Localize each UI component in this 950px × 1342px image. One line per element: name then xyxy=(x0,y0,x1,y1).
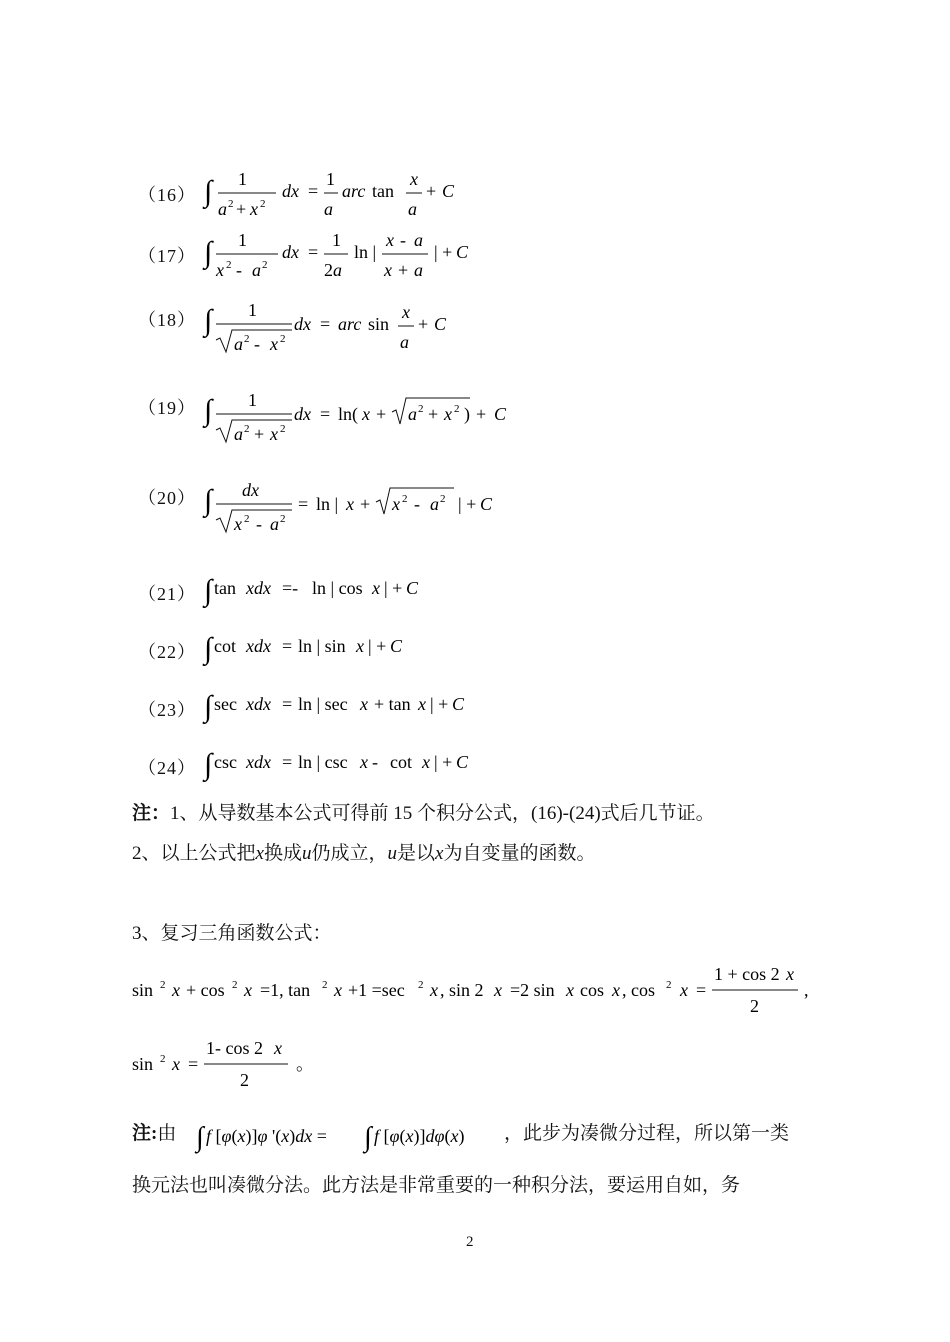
svg-text:2: 2 xyxy=(440,493,446,505)
formula-17-expression xyxy=(200,226,520,282)
svg-text:x: x xyxy=(216,260,224,280)
formula-19-expression xyxy=(200,384,540,448)
svg-text:| +: | + xyxy=(430,694,449,714)
svg-text:dx: dx xyxy=(294,404,311,424)
svg-text:=: = xyxy=(696,980,707,1000)
formula-20-expression xyxy=(200,474,540,538)
svg-text:cos: cos xyxy=(580,980,604,1000)
svg-text:a: a xyxy=(234,424,243,444)
svg-text:a: a xyxy=(270,514,279,534)
note2-prefix: 由 xyxy=(157,1123,177,1144)
formula-label: （19） xyxy=(138,398,196,418)
svg-text:2: 2 xyxy=(160,979,166,991)
svg-text:2: 2 xyxy=(280,423,286,435)
svg-text:-: - xyxy=(254,334,260,354)
svg-text:-: - xyxy=(236,260,242,280)
svg-text:∫: ∫ xyxy=(204,632,213,665)
svg-text:-: - xyxy=(256,514,262,534)
svg-text:C: C xyxy=(480,494,493,514)
svg-text:sin: sin xyxy=(368,314,390,334)
svg-text:2: 2 xyxy=(322,979,328,991)
note1-line2-part: 是以 xyxy=(396,843,435,864)
svg-text:=: = xyxy=(320,314,331,334)
svg-text:ln(: ln( xyxy=(338,404,358,424)
svg-text:a: a xyxy=(408,404,417,424)
svg-text:=: = xyxy=(188,1054,199,1074)
svg-text:x: x xyxy=(386,230,394,250)
var-u: u xyxy=(387,843,397,864)
formula-label: （20） xyxy=(138,488,196,508)
svg-text:x: x xyxy=(346,494,354,514)
svg-text:ln |: ln | xyxy=(316,494,339,514)
note2-line1 xyxy=(132,1120,176,1148)
formula-20 xyxy=(0,470,950,534)
svg-text:。: 。 xyxy=(296,1054,314,1074)
svg-text:a: a xyxy=(400,332,409,352)
svg-text:∫: ∫ xyxy=(204,304,213,337)
svg-text:∫: ∫ xyxy=(196,1122,204,1153)
svg-text:2: 2 xyxy=(244,423,250,435)
svg-text:2: 2 xyxy=(402,493,408,505)
svg-text:x: x xyxy=(422,752,430,772)
svg-text:ln | cos: ln | cos xyxy=(312,578,363,598)
svg-text:dx: dx xyxy=(294,314,311,334)
svg-text:∫: ∫ xyxy=(204,574,213,607)
svg-text:x: x xyxy=(786,964,794,984)
svg-text:2: 2 xyxy=(240,1070,249,1090)
formula-label: （21） xyxy=(138,584,196,604)
svg-text:1- cos 2: 1- cos 2 xyxy=(206,1038,263,1058)
trig-identities-line1 xyxy=(130,960,830,1020)
svg-text:2: 2 xyxy=(228,198,234,210)
note-label: 注： xyxy=(132,803,171,824)
svg-text:+: + xyxy=(428,404,439,424)
svg-text:1: 1 xyxy=(238,230,247,250)
svg-text:cot: cot xyxy=(214,636,236,656)
formula-24-expression xyxy=(200,744,520,788)
svg-text:=: = xyxy=(308,181,319,201)
var-u: u xyxy=(301,843,312,864)
svg-text:2: 2 xyxy=(160,1053,166,1065)
formula-21-expression xyxy=(200,570,500,614)
svg-text:=-: =- xyxy=(282,578,299,598)
svg-text:C: C xyxy=(494,404,507,424)
svg-text:tan: tan xyxy=(372,181,394,201)
svg-text:∫: ∫ xyxy=(364,1122,372,1153)
svg-text:a: a xyxy=(234,334,243,354)
svg-text:tan: tan xyxy=(214,578,236,598)
svg-text:cot: cot xyxy=(390,752,412,772)
svg-text:x: x xyxy=(566,980,574,1000)
svg-text:sin: sin xyxy=(132,1054,154,1074)
svg-text:+: + xyxy=(236,199,247,219)
svg-text:+: + xyxy=(254,424,265,444)
svg-text:C: C xyxy=(406,578,419,598)
svg-text:C: C xyxy=(456,752,469,772)
formula-23 xyxy=(0,686,950,746)
svg-text:x: x xyxy=(244,980,252,1000)
formula-label: （16） xyxy=(138,185,196,205)
note1-text: 1、从导数基本公式可得前 15 个积分公式，(16)-(24)式后几节证。 xyxy=(170,803,715,824)
svg-text:+: + xyxy=(376,404,387,424)
svg-text:ln | sec: ln | sec xyxy=(298,694,348,714)
svg-text:x: x xyxy=(392,494,400,514)
svg-text:x: x xyxy=(334,980,342,1000)
svg-text:arc: arc xyxy=(342,181,366,201)
svg-text:2: 2 xyxy=(418,979,424,991)
svg-text:=2 sin: =2 sin xyxy=(510,980,555,1000)
svg-text:x: x xyxy=(270,424,278,444)
formula-16-expression xyxy=(200,165,500,221)
formula-17 xyxy=(0,226,950,286)
svg-text:x: x xyxy=(270,334,278,354)
svg-text:csc: csc xyxy=(214,752,237,772)
svg-text:1: 1 xyxy=(248,300,257,320)
svg-text:x: x xyxy=(384,260,392,280)
formula-label: （17） xyxy=(138,246,196,266)
svg-text:, sin 2: , sin 2 xyxy=(440,980,484,1000)
svg-text:xdx: xdx xyxy=(246,578,271,598)
formula-21 xyxy=(0,570,950,630)
page-number: 2 xyxy=(466,1234,474,1250)
svg-text:| +: | + xyxy=(458,494,477,514)
svg-text:| +: | + xyxy=(434,752,453,772)
svg-text:2: 2 xyxy=(666,979,672,991)
svg-text:∫: ∫ xyxy=(204,690,213,723)
svg-text:a: a xyxy=(218,199,227,219)
note1-line2-part: 2、以上公式把 xyxy=(132,843,256,864)
formula-label: （18） xyxy=(138,310,196,330)
svg-text:x: x xyxy=(234,514,242,534)
svg-text:arc: arc xyxy=(338,314,362,334)
svg-text:1: 1 xyxy=(238,169,247,189)
svg-text:=: = xyxy=(282,752,293,772)
svg-text:∫: ∫ xyxy=(204,748,213,781)
svg-text:2: 2 xyxy=(232,979,238,991)
svg-text:2: 2 xyxy=(280,333,286,345)
svg-text:+ tan: + tan xyxy=(374,694,411,714)
svg-text:1: 1 xyxy=(332,230,341,250)
svg-text:): ) xyxy=(464,404,470,424)
svg-text:dx: dx xyxy=(242,480,259,500)
svg-text:+: + xyxy=(426,181,437,201)
formula-16 xyxy=(0,165,950,225)
svg-text:∫: ∫ xyxy=(204,236,213,269)
svg-text:-: - xyxy=(400,230,406,250)
formula-19 xyxy=(0,380,950,444)
svg-text:C: C xyxy=(442,181,455,201)
note2-text1: ，此步为凑微分过程，所以第一类 xyxy=(504,1123,790,1144)
svg-text:a: a xyxy=(252,260,261,280)
trig-identities-line2 xyxy=(130,1034,350,1094)
svg-text:C: C xyxy=(456,242,469,262)
svg-text:a: a xyxy=(430,494,439,514)
svg-text:x: x xyxy=(360,694,368,714)
svg-text:a: a xyxy=(324,199,333,219)
formula-24 xyxy=(0,744,950,804)
svg-text:1: 1 xyxy=(326,169,335,189)
note1-line2-part: 仍成立， xyxy=(311,843,388,864)
svg-text:=: = xyxy=(320,404,331,424)
note1-line2 xyxy=(132,840,595,868)
svg-text:2: 2 xyxy=(454,403,460,415)
svg-text:2: 2 xyxy=(244,333,250,345)
svg-text:+: + xyxy=(360,494,371,514)
svg-text:=: = xyxy=(308,242,319,262)
svg-text:sin: sin xyxy=(132,980,154,1000)
svg-text:x: x xyxy=(494,980,502,1000)
note1-line1 xyxy=(132,800,715,828)
svg-text:ln | csc: ln | csc xyxy=(298,752,348,772)
svg-text:=: = xyxy=(282,694,293,714)
svg-text:f [φ(x)]dφ(x): f [φ(x)]dφ(x) xyxy=(374,1126,465,1146)
svg-text:xdx: xdx xyxy=(246,752,271,772)
svg-text:f [φ(x)]φ '(x)dx =: f [φ(x)]φ '(x)dx = xyxy=(206,1126,327,1146)
var-x: x xyxy=(255,843,264,864)
svg-text:a: a xyxy=(408,199,417,219)
note2-formula xyxy=(194,1118,504,1158)
svg-text:xdx: xdx xyxy=(246,636,271,656)
svg-text:2: 2 xyxy=(226,259,232,271)
svg-text:∫: ∫ xyxy=(204,484,213,517)
svg-text:+: + xyxy=(476,404,487,424)
svg-text:2: 2 xyxy=(260,198,266,210)
svg-text:=: = xyxy=(298,494,309,514)
svg-text:C: C xyxy=(390,636,403,656)
svg-text:a: a xyxy=(414,230,423,250)
svg-text:C: C xyxy=(452,694,465,714)
svg-text:2: 2 xyxy=(418,403,424,415)
formula-label: （22） xyxy=(138,642,196,662)
svg-text:=1, tan: =1, tan xyxy=(260,980,311,1000)
svg-text:2a: 2a xyxy=(324,260,342,280)
svg-text:+1 =sec: +1 =sec xyxy=(348,980,405,1000)
formula-18-expression xyxy=(200,294,500,358)
svg-text:+ cos: + cos xyxy=(186,980,225,1000)
formula-23-expression xyxy=(200,686,520,730)
svg-text:x: x xyxy=(372,578,380,598)
svg-text:C: C xyxy=(434,314,447,334)
var-x: x xyxy=(435,843,444,864)
formula-label: （23） xyxy=(138,700,196,720)
svg-text:x: x xyxy=(172,1054,180,1074)
svg-text:+: + xyxy=(418,314,429,334)
svg-text:2: 2 xyxy=(750,996,759,1016)
note2-label: 注: xyxy=(132,1123,158,1144)
formula-22 xyxy=(0,628,950,688)
svg-text:x: x xyxy=(274,1038,282,1058)
svg-text:2: 2 xyxy=(244,513,250,525)
svg-text:a: a xyxy=(414,260,423,280)
svg-text:2: 2 xyxy=(280,513,286,525)
note1-line2-part: 换成 xyxy=(263,843,302,864)
svg-text:ln | sin: ln | sin xyxy=(298,636,346,656)
svg-text:xdx: xdx xyxy=(246,694,271,714)
svg-text:,: , xyxy=(804,980,809,1000)
section3-heading: 3、复习三角函数公式： xyxy=(132,923,332,944)
formula-18 xyxy=(0,290,950,354)
svg-text:dx: dx xyxy=(282,242,299,262)
svg-text:+: + xyxy=(398,260,409,280)
svg-text:x: x xyxy=(444,404,452,424)
svg-text:dx: dx xyxy=(282,181,299,201)
note1-line2-part: 为自变量的函数。 xyxy=(443,843,596,864)
formula-22-expression xyxy=(200,628,500,672)
svg-text:x: x xyxy=(362,404,370,424)
svg-text:x: x xyxy=(250,199,258,219)
svg-text:2: 2 xyxy=(262,259,268,271)
svg-text:-: - xyxy=(414,494,420,514)
svg-text:x: x xyxy=(172,980,180,1000)
svg-text:| +: | + xyxy=(434,242,453,262)
svg-text:1 + cos 2: 1 + cos 2 xyxy=(714,964,780,984)
svg-text:∫: ∫ xyxy=(204,394,213,427)
svg-text:| +: | + xyxy=(368,636,387,656)
svg-text:x: x xyxy=(612,980,620,1000)
svg-text:x: x xyxy=(430,980,438,1000)
svg-text:x: x xyxy=(410,169,418,189)
svg-text:x: x xyxy=(360,752,368,772)
svg-text:=: = xyxy=(282,636,293,656)
svg-text:x: x xyxy=(680,980,688,1000)
svg-text:x: x xyxy=(418,694,426,714)
svg-text:x: x xyxy=(356,636,364,656)
svg-text:| +: | + xyxy=(384,578,403,598)
note2-line2: 换元法也叫凑微分法。此方法是非常重要的一种积分法，要运用自如，务 xyxy=(132,1175,741,1196)
formula-label: （24） xyxy=(138,758,196,778)
svg-text:sec: sec xyxy=(214,694,237,714)
svg-text:ln |: ln | xyxy=(354,242,377,262)
svg-text:x: x xyxy=(402,302,410,322)
svg-text:∫: ∫ xyxy=(204,175,213,208)
svg-text:1: 1 xyxy=(248,390,257,410)
svg-text:, cos: , cos xyxy=(622,980,655,1000)
svg-text:-: - xyxy=(372,752,378,772)
